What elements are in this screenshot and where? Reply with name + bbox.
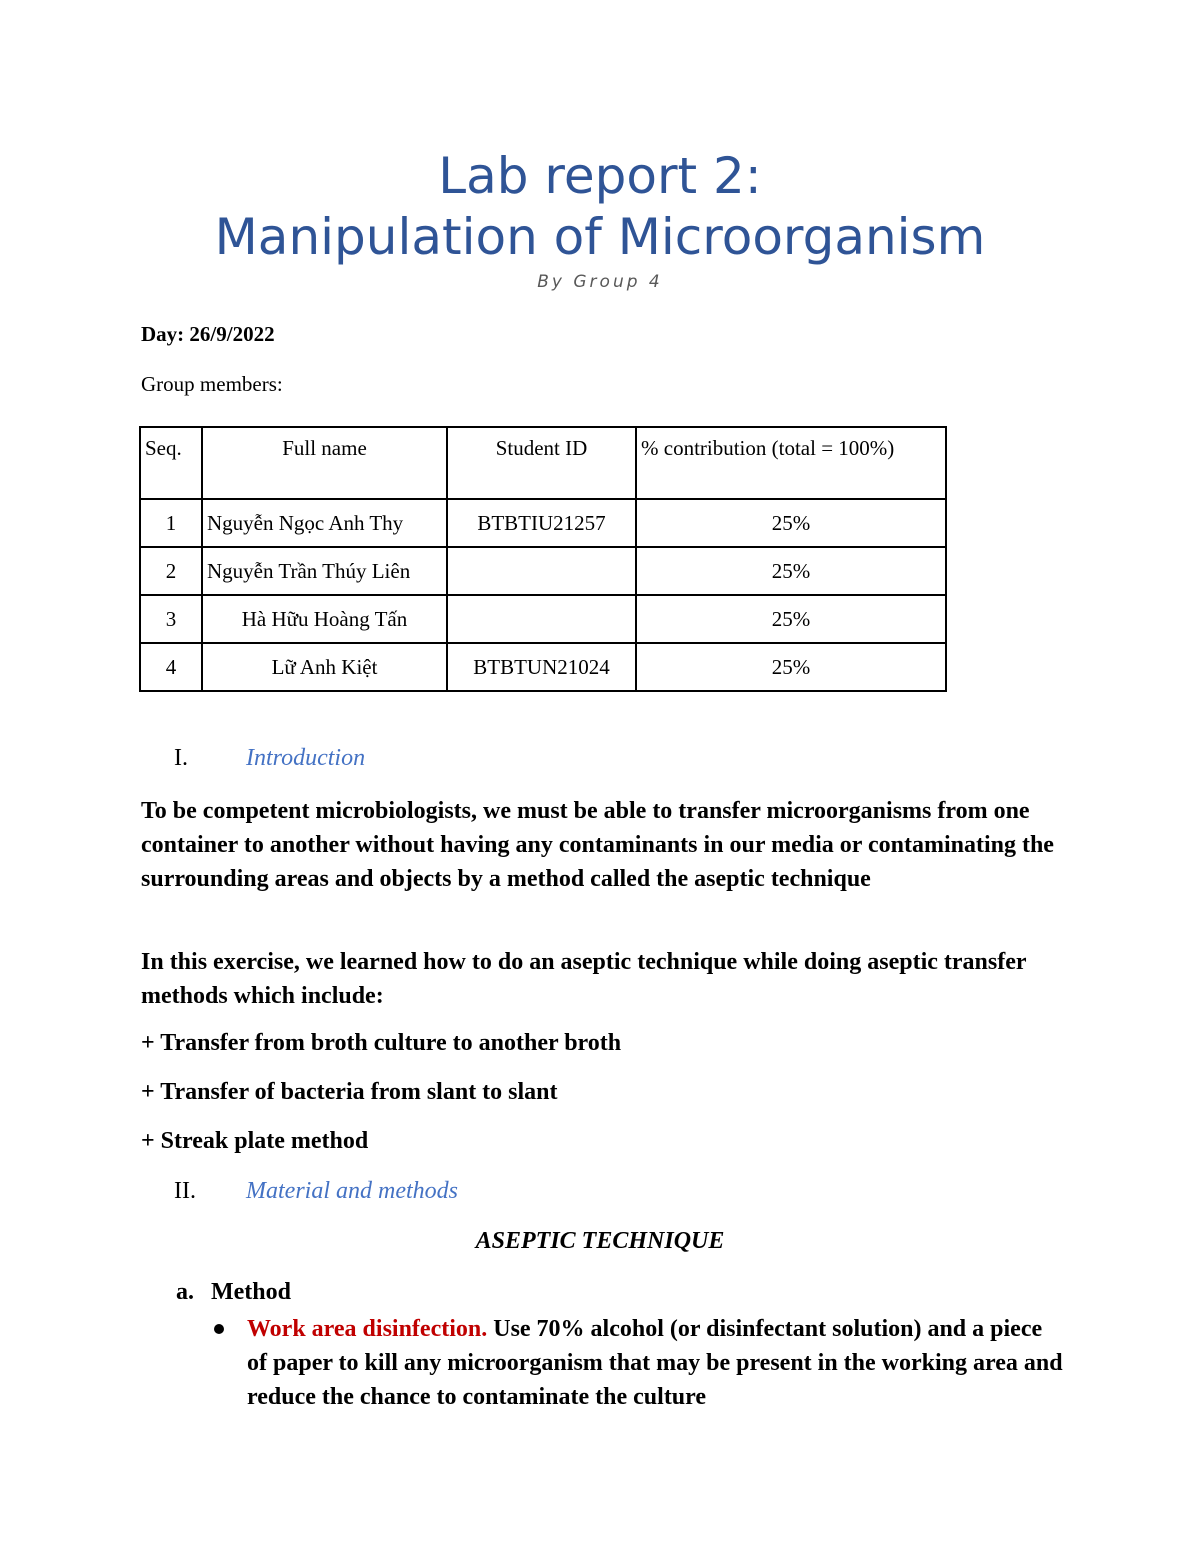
report-date: Day: 26/9/2022 bbox=[141, 322, 275, 346]
report-title-line-1: Lab report 2: bbox=[438, 147, 762, 205]
cell-contribution: 25% bbox=[636, 643, 946, 691]
cell-full-name: Nguyễn Trần Thúy Liên bbox=[202, 547, 447, 595]
cell-full-name: Nguyễn Ngọc Anh Thy bbox=[202, 499, 447, 547]
table-row bbox=[140, 643, 946, 691]
table-row bbox=[140, 499, 946, 547]
bullet-body: Use 70% alcohol (or disinfectant solution) and a piece of paper to kill any microorganism that may be present in the working area and reduce the chance to contaminate the culture bbox=[247, 1316, 1063, 1410]
list-item: + Streak plate method bbox=[141, 1128, 369, 1154]
group-members-table bbox=[139, 426, 947, 692]
group-members-label: Group members: bbox=[141, 372, 283, 396]
report-title-line-2: Manipulation of Microorganism bbox=[214, 208, 986, 266]
table-row bbox=[140, 595, 946, 643]
intro-paragraph: In this exercise, we learned how to do an aseptic technique while doing aseptic transfer methods which include: bbox=[141, 949, 1027, 1009]
header-seq: Seq. bbox=[140, 427, 202, 499]
cell-student-id: BTBTIU21257 bbox=[447, 499, 636, 547]
cell-full-name: Hà Hữu Hoàng Tấn bbox=[202, 595, 447, 643]
section-title: Material and methods bbox=[246, 1178, 458, 1204]
header-student-id: Student ID bbox=[447, 427, 636, 499]
report-subtitle: By Group 4 bbox=[537, 272, 663, 292]
section-number: I. bbox=[174, 745, 188, 771]
method-subheading bbox=[176, 1279, 291, 1306]
intro-paragraph: To be competent microbiologists, we must be able to transfer microorganisms from one container to another without having any contaminants in our media or contaminating the surrounding areas and objects by a method called the aseptic technique bbox=[141, 798, 1054, 892]
cell-contribution: 25% bbox=[636, 499, 946, 547]
cell-seq: 3 bbox=[140, 595, 202, 643]
bullet-icon bbox=[214, 1324, 224, 1334]
table-row bbox=[140, 547, 946, 595]
cell-student-id bbox=[447, 547, 636, 595]
header-full-name: Full name bbox=[202, 427, 447, 499]
header-contribution: % contribution (total = 100%) bbox=[636, 427, 946, 499]
cell-student-id bbox=[447, 595, 636, 643]
section-title: Introduction bbox=[246, 745, 366, 771]
method-bullet-text bbox=[247, 1312, 1067, 1414]
cell-student-id: BTBTUN21024 bbox=[447, 643, 636, 691]
cell-seq: 4 bbox=[140, 643, 202, 691]
list-item: + Transfer from broth culture to another broth bbox=[141, 1030, 622, 1056]
cell-seq: 1 bbox=[140, 499, 202, 547]
section-number: II. bbox=[174, 1178, 196, 1204]
aseptic-technique-heading: ASEPTIC TECHNIQUE bbox=[475, 1228, 725, 1254]
subheading-letter: a. bbox=[176, 1279, 194, 1305]
cell-seq: 2 bbox=[140, 547, 202, 595]
cell-full-name: Lữ Anh Kiệt bbox=[202, 643, 447, 691]
subheading-label: Method bbox=[211, 1279, 291, 1305]
bullet-title: Work area disinfection. bbox=[247, 1316, 488, 1342]
list-item: + Transfer of bacteria from slant to slant bbox=[141, 1079, 558, 1105]
cell-contribution: 25% bbox=[636, 595, 946, 643]
table-header-row bbox=[140, 427, 946, 499]
cell-contribution: 25% bbox=[636, 547, 946, 595]
